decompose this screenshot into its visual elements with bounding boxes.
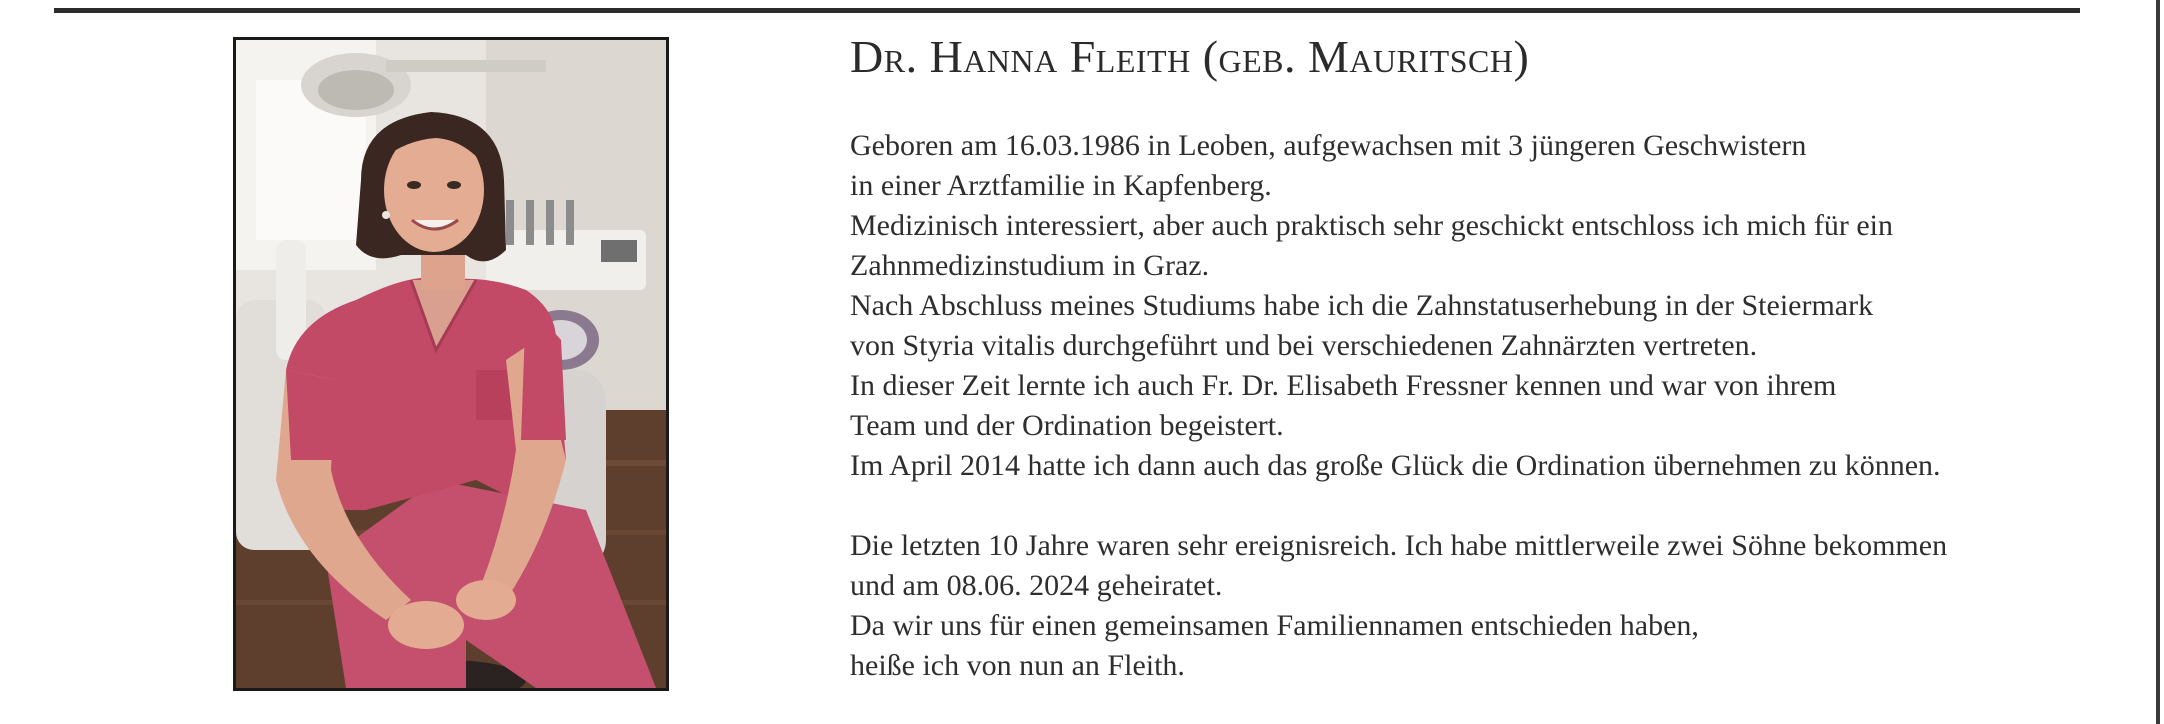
bio-line: und am 08.06. 2024 geheiratet. xyxy=(850,569,1223,602)
bio-line: Zahnmedizinstudium in Graz. xyxy=(850,249,1210,282)
bio-line: Da wir uns für einen gemeinsamen Familiennamen entschieden haben, xyxy=(850,609,1699,642)
paragraph-spacer xyxy=(850,486,2050,526)
bio-line: von Styria vitalis durchgeführt und bei verschiedenen Zahnärzten vertreten. xyxy=(850,329,1758,362)
bio-line: Im April 2014 hatte ich dann auch das große Glück die Ordination übernehmen zu können. xyxy=(850,449,1941,482)
bio-line: In dieser Zeit lernte ich auch Fr. Dr. Elisabeth Fressner kennen und war von ihrem xyxy=(850,369,1837,402)
bio-line: Nach Abschluss meines Studiums habe ich die Zahnstatuserhebung in der Steiermark xyxy=(850,289,1874,322)
page-title: Dr. Hanna Fleith (geb. Mauritsch) xyxy=(850,31,1530,82)
portrait-photo xyxy=(233,37,669,691)
top-divider xyxy=(54,8,2080,13)
bio-line: Medizinisch interessiert, aber auch praktisch sehr geschickt entschloss ich mich für ein xyxy=(850,209,1893,242)
bio-line: in einer Arztfamilie in Kapfenberg. xyxy=(850,169,1272,202)
portrait-illustration xyxy=(236,40,666,688)
bio-line: heiße ich von nun an Fleith. xyxy=(850,649,1185,682)
bio-line: Die letzten 10 Jahre waren sehr ereignisreich. Ich habe mittlerweile zwei Söhne bekommen xyxy=(850,529,1948,562)
biography-text xyxy=(850,126,2050,686)
right-border-line xyxy=(2156,0,2160,724)
bio-line: Team und der Ordination begeistert. xyxy=(850,409,1284,442)
bio-line: Geboren am 16.03.1986 in Leoben, aufgewachsen mit 3 jüngeren Geschwistern xyxy=(850,129,1807,162)
